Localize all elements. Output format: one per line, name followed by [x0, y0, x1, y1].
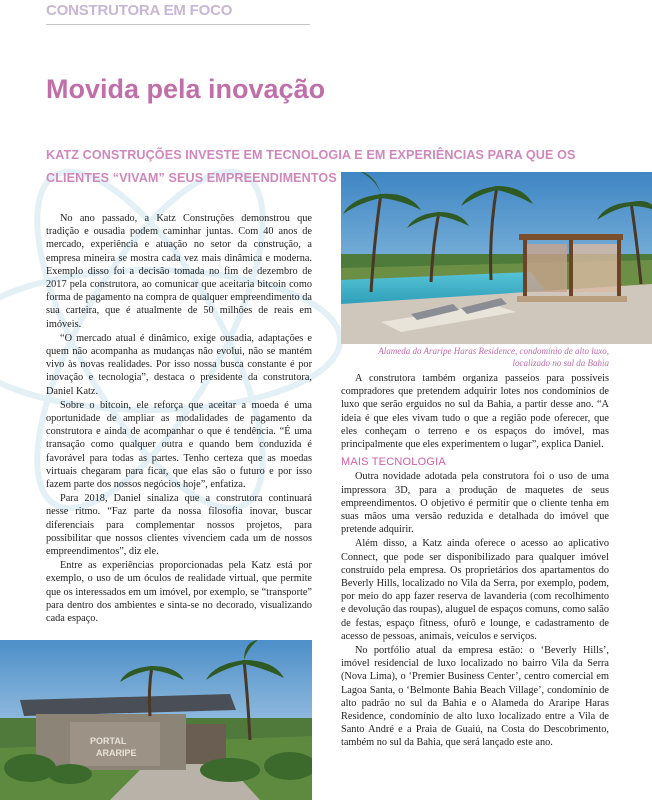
article-deck: KATZ CONSTRUÇÕES INVESTE EM TECNOLOGIA E EM EXPERIÊNCIAS PARA QUE OS CLIENTES “VIVAM” SEUS EMPREENDIMENTOS: [46, 148, 576, 185]
paragraph: Além disso, a Katz ainda oferece o acesso ao aplicativo Connect, que pode ser disponibilizado para qualquer imóvel construído pela empresa. Os proprietários dos apartamentos do Beverly Hills, localizado no Vila da Serra, por exemplo, podem, por meio do app fazer reserva de lavanderia (com recolhimento e devolução das roupas), aluguel de espaços comuns, como salão de festas, espaço fitness, ofurô e lounge, e cadastramento de acesso de pessoas, animais, veículos e serviços.: [341, 538, 609, 642]
resort-pool-illustration: [341, 172, 652, 344]
section-divider: [46, 24, 310, 25]
entrance-portal-illustration: [0, 640, 312, 800]
paragraph: Entre as experiências proporcionadas pela Katz está por exemplo, o uso de um óculos de realidade virtual, que permite que os interessados em um imóvel, por exemplo, se “transporte” para dentro dos ambientes e sinta-se no decorado, visualizando cada espaço.: [46, 560, 312, 625]
section-label: CONSTRUTORA EM FOCO: [46, 2, 233, 19]
portal-sign-text: PORTAL: [90, 736, 127, 746]
resort-pool-photo: [341, 172, 652, 344]
paragraph: A construtora também organiza passeios para possíveis compradores que pretendem adquirir lotes nos condomínios de luxo que serão erguidos no sul da Bahia, a partir desse ano. “A ideia é que eles vivam tudo o que a região pode oferecer, que eles conheçam o terreno e os espaços do imóvel, mas principalmente que eles experimentem o lugar”, explica Daniel.: [341, 373, 609, 451]
photo-caption: Alameda do Araripe Haras Residence, condomínio de alto luxo, localizado no sul da Bahia: [378, 346, 609, 368]
paragraph: “O mercado atual é dinâmico, exige ousadia, adaptações e quem não acompanha as mudanças não evolui, não se mantém vivo às novas realidades. Por isso nossa busca constante é por inovação e tecnologia”, destaca o presidente da construtora, Daniel Katz.: [46, 332, 312, 397]
paragraph: Outra novidade adotada pela construtora foi o uso de uma impressora 3D, para a produção de maquetes de seus empreendimentos. O objetivo é permitir que o cliente tenha em suas mãos uma versão reduzida e detalhada do imóvel que pretende adquirir.: [341, 471, 609, 536]
article-headline: Movida pela inovação: [46, 74, 326, 104]
section-subheading: MAIS TECNOLOGIA: [341, 456, 446, 469]
paragraph: Para 2018, Daniel sinaliza que a construtora continuará nesse ritmo. “Faz parte da nossa filosofia inovar, buscar diferenciais para complementar nossos projetos, para possibilitar que nossos clientes vivenciem cada um de nossos empreendimentos”, diz ele.: [46, 493, 312, 558]
right-column: [341, 372, 609, 751]
paragraph: No ano passado, a Katz Construções demonstrou que tradição e ousadia podem caminhar juntas. Com 40 anos de mercado, experiência e atuação no setor da construção, a empresa mineira se mostra cada vez mais dinâmica e moderna. Exemplo disso foi a decisão tomada no fim de dezembro de 2017 pela construtora, ao comunicar que aceitaria bitcoin como forma de pagamento na compra de qualquer empreendimento da sua carteira, que é atualmente de 50 milhões de reais em imóveis.: [46, 213, 312, 330]
paragraph: Sobre o bitcoin, ele reforça que aceitar a moeda é uma oportunidade de ampliar as modalidades de pagamento da construtora e ainda de acompanhar o que é tendência. “É uma transação como qualquer outra e quando bem conduzida é favorável para todas as partes. Tenho certeza que as moedas virtuais chegaram para ficar, que elas são o futuro e por isso fazem parte dos nossos negócios hoje”, enfatiza.: [46, 399, 312, 491]
left-column: [46, 212, 312, 626]
paragraph: No portfólio atual da empresa estão: o ‘Beverly Hills’, imóvel residencial de luxo localizado no bairro Vila da Serra (Nova Lima), o ‘Premier Business Center’, centro comercial em Lagoa Santa, o ‘Belmonte Bahia Beach Village’, condomínio de alto padrão no sul da Bahia e o Alameda do Araripe Haras Residence, condomínio de alto luxo localizado entre a Vila de Santo André e a Praia de Guaiú, na Costa do Descobrimento, também no sul da Bahia, que será lançado este ano.: [341, 645, 609, 749]
entrance-portal-photo: [0, 640, 312, 800]
svg-text:ARARIPE: ARARIPE: [96, 748, 137, 758]
